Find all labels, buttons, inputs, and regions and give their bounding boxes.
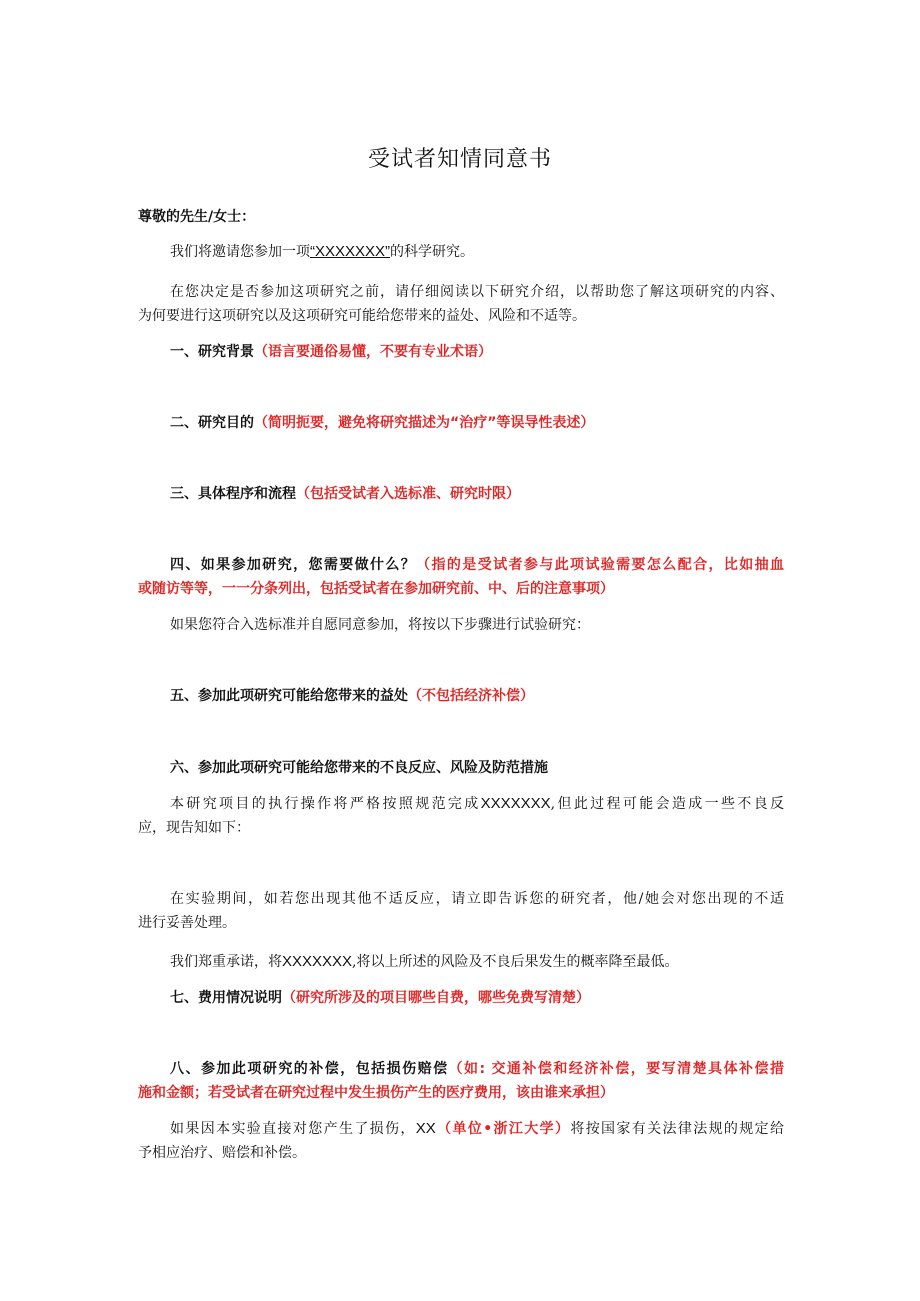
section-8-note-line-1: （如: 交通补偿和经济补偿，要写清楚具体补偿措: [448, 1061, 784, 1077]
org-note: （单位•浙江大学）: [435, 1121, 571, 1137]
s6-p3-text: 我们郑重承诺，将: [170, 954, 282, 970]
document-title: 受试者知情同意书: [367, 147, 552, 172]
section-7-note: （研究所涉及的项目哪些自费，哪些免费写清楚）: [282, 990, 590, 1006]
section-8-heading-line-1: [170, 1057, 784, 1081]
procedure-placeholder: XXXXXXX: [480, 795, 551, 812]
study-name-placeholder: “XXXXXXX”: [310, 243, 391, 260]
section-8-note-line-2: 施和金额；若受试者在研究过程中发生损伤产生的医疗费用，该由谁来承担）: [138, 1085, 614, 1101]
section-3-heading: [170, 482, 784, 506]
section-6-paragraph-2-line-2: 进行妥善处理。: [138, 915, 236, 931]
section-4-note-line-1: （指的是受试者参与此项试验需要怎么配合，比如抽血: [416, 557, 785, 573]
section-6-paragraph-1-line-2: 应，现告知如下：: [138, 820, 250, 836]
section-5-note: （不包括经济补偿）: [408, 688, 534, 704]
intro-text: 我们将邀请您参加一项: [170, 244, 310, 260]
section-1-heading: [170, 340, 784, 364]
section-5-title: 五、参加此项研究可能给您带来的益处: [170, 688, 408, 704]
measure-placeholder: XXXXXXX: [282, 953, 353, 970]
section-2-note: （简明扼要，避免将研究描述为“治疗”等误导性表述）: [254, 415, 595, 431]
intro-paragraph-1: [170, 240, 784, 264]
section-6-paragraph-2-line-1: 在实验期间，如若您出现其他不适反应，请立即告诉您的研究者，他/她会对您出现的不适: [170, 891, 784, 907]
salutation: 尊敬的先生/女士：: [138, 209, 256, 225]
s6-p3-text-end: ,将以上所述的风险及不良后果发生的概率降至最低。: [352, 954, 679, 970]
section-8-paragraph-line-1: [170, 1117, 784, 1141]
section-6-paragraph-3: [170, 950, 784, 974]
section-7-title: 七、费用情况说明: [170, 990, 282, 1006]
section-1-title: 一、研究背景: [170, 344, 254, 360]
section-4-body: 如果您符合入选标准并自愿同意参加，将按以下步骤进行试验研究：: [170, 617, 590, 633]
section-4-title: 四、如果参加研究，您需要做什么？: [170, 557, 417, 573]
section-6-paragraph-1-line-1: [170, 792, 784, 816]
section-6-heading: 六、参加此项研究可能给您带来的不良反应、风险及防范措施: [170, 760, 548, 776]
org-placeholder: XX: [415, 1120, 436, 1137]
section-8-paragraph-line-2: 予相应治疗、赔偿和补偿。: [138, 1145, 306, 1161]
section-4-note-line-2: 或随访等等，一一分条列出，包括受试者在参加研究前、中、后的注意事项）: [138, 581, 614, 597]
s6-p1-text-end: ,但此过程可能会造成一些不良反: [550, 796, 785, 812]
section-4-heading-line-1: [170, 553, 784, 577]
intro-paragraph-2-line-2: 为何要进行这项研究以及这项研究可能给您带来的益处、风险和不适等。: [138, 308, 586, 324]
section-8-title: 八、参加此项研究的补偿，包括损伤赔偿: [170, 1061, 449, 1077]
section-2-heading: [170, 411, 784, 435]
s8-text-end: 将按国家有关法律法规的规定给: [570, 1121, 785, 1137]
section-5-heading: [170, 684, 784, 708]
section-3-title: 三、具体程序和流程: [170, 486, 296, 502]
section-7-heading: [170, 986, 784, 1010]
section-3-note: （包括受试者入选标准、研究时限）: [296, 486, 520, 502]
intro-text-end: 的科学研究。: [390, 244, 475, 260]
section-1-note: （语言要通俗易懂，不要有专业术语）: [254, 344, 492, 360]
s6-p1-text: 本研究项目的执行操作将严格按照规范完成: [170, 796, 481, 812]
section-2-title: 二、研究目的: [170, 415, 254, 431]
s8-text: 如果因本实验直接对您产生了损伤，: [170, 1121, 416, 1137]
intro-paragraph-2-line-1: 在您决定是否参加这项研究之前，请仔细阅读以下研究介绍，以帮助您了解这项研究的内容、: [170, 284, 784, 300]
